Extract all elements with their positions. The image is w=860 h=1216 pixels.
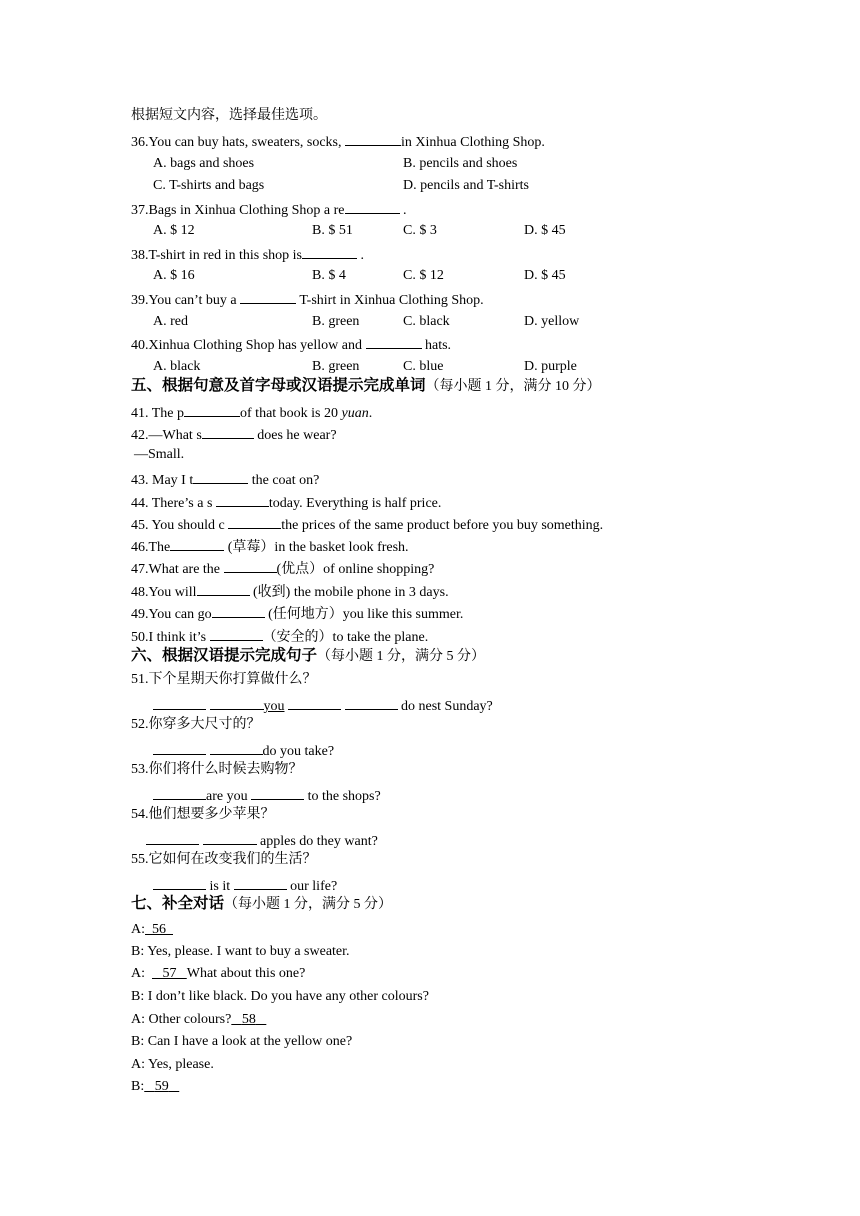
question-42-answer: —Small. [134,447,185,462]
dialogue-line: B: Yes, please. I want to buy a sweater. [131,944,350,959]
question-55-prompt: 55.它如何在改变我们的生活？ [131,852,317,867]
question-46: 46.The (草莓）in the basket look fresh. [131,537,409,557]
question-45: 45. You should c the prices of the same product before you buy something. [131,515,603,535]
answer-blank[interactable] [224,559,277,573]
question-48: 48.You will (收到) the mobile phone in 3 days. [131,582,449,602]
answer-blank-56[interactable]: 56 [152,922,166,937]
option-c: C. black [403,314,450,329]
option-c: C. T-shirts and bags [153,178,265,193]
answer-blank[interactable] [193,470,248,484]
option-c: C. $ 3 [403,223,437,238]
option-a: A. bags and shoes [153,156,255,171]
option-b: B. $ 4 [312,268,346,283]
answer-blank[interactable] [228,515,281,529]
option-b: B. green [312,359,360,374]
answer-blank[interactable] [197,582,250,596]
answer-blank[interactable] [153,696,206,710]
question-52-prompt: 52.你穿多大尺寸的？ [131,717,261,732]
answer-blank[interactable] [366,335,422,349]
option-d: D. $ 45 [524,223,566,238]
option-d: D. purple [524,359,577,374]
answer-blank[interactable] [216,493,269,507]
answer-blank[interactable] [153,876,206,890]
answer-blank[interactable] [288,696,341,710]
answer-blank[interactable] [146,831,199,845]
dialogue-line: A: 57 What about this one? [131,966,306,981]
answer-blank[interactable] [202,425,254,439]
option-c: C. $ 12 [403,268,444,283]
question-40: 40.Xinhua Clothing Shop has yellow and hats. [131,335,451,355]
option-a: A. red [153,314,188,329]
dialogue-line: A: 56 [131,921,173,939]
answer-blank[interactable] [212,604,265,618]
answer-blank-57[interactable]: 57 [162,966,177,981]
answer-blank[interactable] [345,200,400,214]
question-52-sentence: do you take? [153,741,334,761]
question-42: 42.—What s does he wear? [131,425,337,445]
question-53-sentence: are you to the shops? [153,786,381,806]
answer-blank[interactable] [251,786,304,800]
option-d: D. yellow [524,314,580,329]
question-47: 47.What are the (优点）of online shopping? [131,559,434,579]
option-b: B. pencils and shoes [403,156,518,171]
question-49: 49.You can go (任何地方）you like this summer. [131,604,463,624]
question-39: 39.You can’t buy a T-shirt in Xinhua Clothing Shop. [131,290,484,310]
option-d: D. $ 45 [524,268,566,283]
question-54-sentence: apples do they want? [146,831,378,851]
question-50: 50.I think it’s （安全的）to take the plane. [131,627,428,647]
question-37: 37.Bags in Xinhua Clothing Shop a re . [131,200,407,220]
section-5-heading: 五、根据句意及首字母或汉语提示完成单词（每小题 1 分，满分 10 分） [131,377,601,394]
answer-blank[interactable] [170,537,224,551]
question-38: 38.T-shirt in red in this shop is . [131,245,364,265]
answer-blank-59[interactable]: 59 [154,1079,169,1094]
question-55-sentence: is it our life? [153,876,337,896]
dialogue-line: A: Yes, please. [131,1057,214,1072]
question-53-prompt: 53.你们将什么时候去购物？ [131,762,303,777]
question-51-prompt: 51.下个星期天你打算做什么？ [131,672,317,687]
dialogue-line: B: 59 [131,1078,179,1096]
option-d: D. pencils and T-shirts [403,178,529,193]
option-b: B. $ 51 [312,223,353,238]
reading-instruction: 根据短文内容，选择最佳选项。 [131,108,327,123]
option-a: A. $ 16 [153,268,195,283]
dialogue-line: B: Can I have a look at the yellow one? [131,1034,353,1049]
question-36: 36.You can buy hats, sweaters, socks, in Xinhua Clothing Shop. [131,132,545,152]
answer-blank[interactable] [203,831,257,845]
question-41: 41. The p of that book is 20 yuan. [131,403,372,423]
option-a: A. $ 12 [153,223,195,238]
answer-blank[interactable] [345,132,401,146]
answer-blank[interactable] [210,741,263,755]
answer-blank[interactable] [184,403,240,417]
answer-blank-58[interactable]: 58 [241,1012,256,1027]
question-54-prompt: 54.他们想要多少苹果？ [131,807,275,822]
option-c: C. blue [403,359,444,374]
option-b: B. green [312,314,360,329]
question-44: 44. There’s a s today. Everything is half price. [131,493,441,513]
answer-blank[interactable] [345,696,398,710]
answer-blank[interactable] [153,741,206,755]
answer-blank[interactable] [234,876,287,890]
question-43: 43. May I t the coat on? [131,470,319,490]
option-a: A. black [153,359,201,374]
answer-blank[interactable] [153,786,206,800]
section-7-heading: 七、补全对话（每小题 1 分，满分 5 分） [131,895,393,912]
answer-blank[interactable] [210,627,263,641]
section-6-heading: 六、根据汉语提示完成句子（每小题 1 分，满分 5 分） [131,647,486,664]
answer-blank[interactable] [302,245,357,259]
answer-blank[interactable] [210,696,264,710]
question-51-sentence: you do nest Sunday? [153,696,493,716]
dialogue-line: A: Other colours? 58 [131,1011,266,1029]
answer-blank[interactable] [240,290,296,304]
dialogue-line: B: I don’t like black. Do you have any other colours? [131,989,429,1004]
